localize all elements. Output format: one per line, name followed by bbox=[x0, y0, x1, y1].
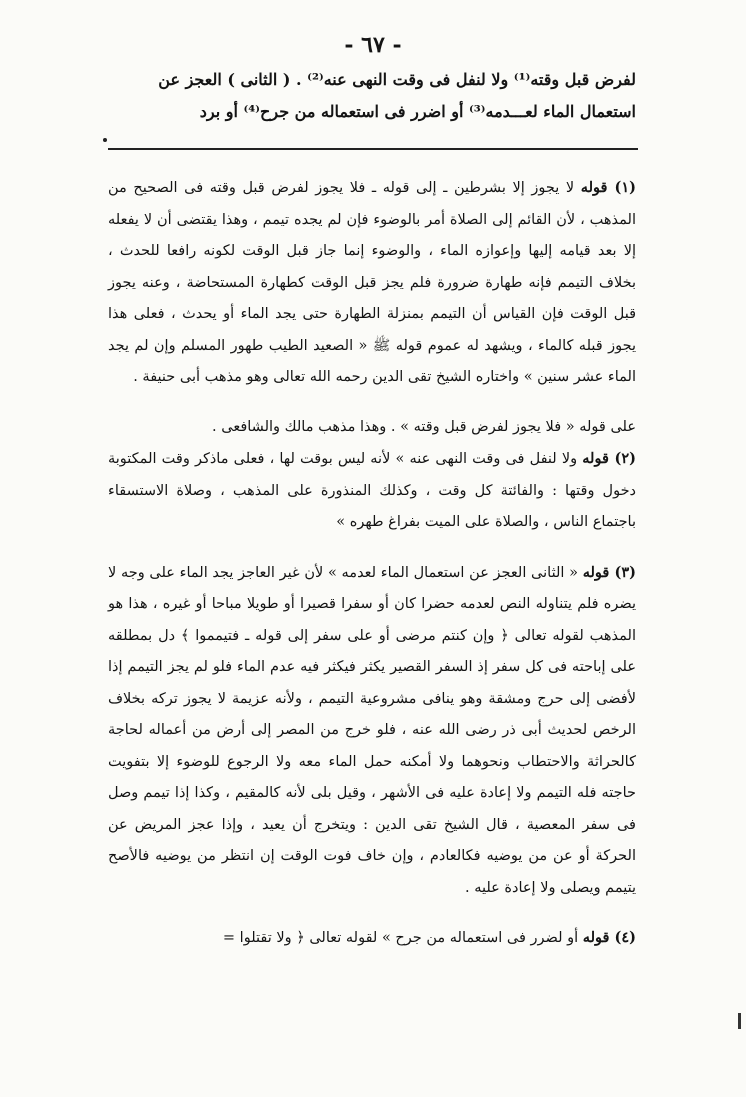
footnote-2-lead: (٢) قوله bbox=[582, 450, 636, 467]
footnote-3-lead: (٣) قوله bbox=[582, 563, 636, 581]
footnote-3-text: « الثانى العجز عن استعمال الماء لعدمه » لأن غير العاجز يجد الماء على وجه لا يضره فلم يتناوله النص لعدمه حضرا كان أو سفرا قصيرا أو طويلا مباحا أو غيره ، هذا هو المذهب لقوله تعالى ﴿ وإن كنتم مرضى أو على سفر إلى قوله ـ فتيمموا ﴾ دل بمطلقه على إباحته فى كل سفر إذ السفر القصير يكثر فيكثر فيه عدم الماء فلو لم يجز التيمم إذا لأفضى إلى حرج ومشقة وهو ينافى مشروعية التيمم ، ولأنه عزيمة لا يجوز تركه بخلاف الرخص لحديث أبى ذر رضى الله عنه ، فلو خرج من المصر إلى أرض من أعماله لحاجة كالحراثة والاحتطاب ونحوهما ولا أمكنه حمل الماء معه ولا الرجوع للوضوء إلا بتفويت حاجته فله التيمم ولا إعادة عليه فى الأشهر ، وقيل بلى لأنه كالمقيم ، وكذا إذا تيمم وصل فى سفر المعصية ، قال الشيخ تقى الدين : ويتخرج أن يعيد ، وإذا عجز المريض عن الحركة أو عن من يوضيه فكالعادم ، وإن خاف فوت الوقت إن انتظر من يوضيه فالأصح يتيمم ويصلى ولا إعادة عليه . bbox=[108, 564, 636, 896]
footnote-4-text: أو لضرر فى استعماله من جرح » لقوله تعالى ﴿ ولا تقتلوا = bbox=[222, 930, 583, 946]
footnotes bbox=[108, 172, 636, 955]
footnote-2 bbox=[108, 443, 636, 539]
footnote-3 bbox=[108, 557, 636, 905]
footnote-4 bbox=[108, 922, 636, 955]
main-text bbox=[108, 64, 636, 128]
scan-speck bbox=[738, 1013, 741, 1029]
footnote-1-lead: (١) قوله bbox=[580, 179, 636, 196]
main-text-line-2: استعمال الماء لعـــدمه⁽³⁾ أو اضرر فى استعماله من جرح⁽⁴⁾ أو برد bbox=[199, 102, 636, 121]
footnote-divider bbox=[108, 148, 638, 150]
footnote-1-text: لا يجوز إلا بشرطين ـ إلى قوله ـ فلا يجوز لفرض قبل وقته فى الصحيح من المذهب ، لأن القائم إلى الصلاة أمر بالوضوء فإن لم يجده تيمم ، وهذا يقتضى أن لا يفعله إلا بعد قيامه إليها وإعوازه الماء ، والوضوء إنما جاز قبل الوقت لكونه رافعا للحدث ، بخلاف التيمم فإنه طهارة ضرورة فلم يجز قبل الوقت كطهارة المستحاضة ، وعنه يجوز قبل الوقت فإن القياس أن التيمم بمنزلة الطهارة حتى يجد الماء أو يحدث ، فعلى هذا يجوز قبله كالماء ، ويشهد له عموم قوله ﷺ « الصعيد الطيب طهور المسلم وإن لم يجد الماء عشر سنين » واختاره الشيخ تقى الدين رحمه الله تعالى وهو مذهب أبى حنيفة . bbox=[108, 180, 636, 385]
footnote-1-addendum bbox=[108, 412, 636, 444]
footnote-1-addendum-text: على قوله « فلا يجوز لفرض قبل وقته » . وهذا مذهب مالك والشافعى . bbox=[212, 418, 636, 435]
footnote-1 bbox=[108, 172, 636, 394]
footnote-4-lead: (٤) قوله bbox=[582, 929, 636, 946]
footnote-2-text: ولا لنفل فى وقت النهى عنه » لأنه ليس بوقت لها ، فعلى ماذكر وقت المكتوبة دخول وقتها : والفائتة كل وقت ، وكذلك المنذورة على المذهب ، وصلاة الاستسقاء باجتماع الناس ، والصلاة على الميت بفراغ طهره » bbox=[108, 451, 636, 530]
stray-dot bbox=[103, 138, 107, 142]
main-text-line-1: لفرض قبل وقته⁽¹⁾ ولا لنفل فى وقت النهى عنه⁽²⁾ . ( الثانى ) العجز عن bbox=[158, 70, 636, 89]
page-number: - ٦٧ - bbox=[344, 32, 402, 58]
